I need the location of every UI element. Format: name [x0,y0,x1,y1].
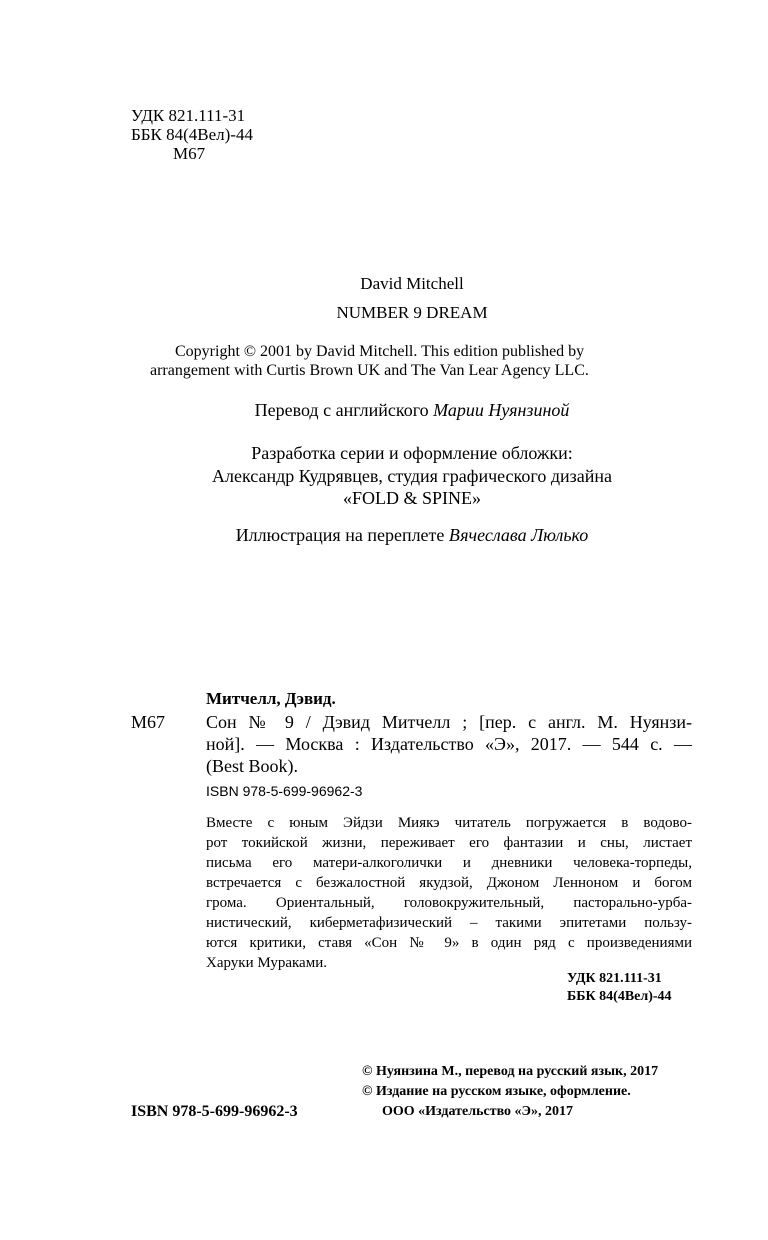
annotation-line: рот токийской жизни, переживает его фантазии и сны, листает [206,835,692,851]
annotation-line: грома. Ориентальный, головокружительный, пасторально-урба- [206,895,692,911]
translation-prefix: Перевод с английского [254,400,434,420]
bibliographic-heading: Митчелл, Дэвид. [206,689,336,708]
copyright-translation: © Нуянзина М., перевод на русский язык, 2017 [362,1064,659,1079]
annotation-line: Вместе с юным Эйдзи Миякэ читатель погружается в водово- [206,815,692,831]
translator-name: Марии Нуянзиной [433,400,570,420]
original-title: NUMBER 9 DREAM [336,303,488,322]
annotation-line: встречается с безжалостной якудзой, Джоном Ленноном и богом [206,875,692,891]
annotation [206,813,692,973]
classification-codes [131,106,253,163]
copyright-edition-line-2: ООО «Издательство «Э», 2017 [382,1104,574,1119]
illustrator-name: Вячеслава Люлько [448,525,589,545]
udk-code: УДК 821.111-31 [131,106,246,125]
footer-isbn: ISBN 978-5-699-96962-3 [131,1103,298,1120]
series-design-line-3: «FOLD & SPINE» [342,488,481,508]
copyright-line-2: arrangement with Curtis Brown UK and The Van Lear Agency LLC. [150,362,589,379]
copyright-edition-line-1: © Издание на русском языке, оформление. [362,1084,631,1099]
illustration-prefix: Иллюстрация на переплете [235,525,449,545]
series-design-line-1: Разработка серии и оформление обложки: [251,443,573,463]
bibliographic-line: (Best Book). [206,756,298,776]
bbk-code: ББК 84(4Вел)-44 [131,125,253,144]
annotation-line: письма его матери-алкоголички и дневники человека-торпеды, [206,855,692,871]
annotation-line: Харуки Мураками. [206,955,327,971]
bibliographic-mark: М67 [131,712,166,732]
bibliographic-line: Сон № 9 / Дэвид Митчелл ; [пер. с англ. М. Нуянзи- [206,712,692,732]
bibliographic-isbn: ISBN 978-5-699-96962-3 [206,783,363,799]
annotation-bbk: ББК 84(4Вел)-44 [567,989,672,1004]
copyright-line-1: Copyright © 2001 by David Mitchell. This edition published by [175,343,585,360]
series-design-line-2: Александр Кудрявцев, студия графического дизайна [212,466,612,486]
bibliographic-description [206,711,692,777]
translation-credit [0,400,768,421]
annotation-line: нистический, киберметафизический – такими эпитетами пользу- [206,915,692,931]
illustration-credit [0,525,768,546]
bibliographic-line: ной]. — Москва : Издательство «Э», 2017. — 544 с. — [206,734,692,754]
annotation-line: ются критики, ставя «Сон № 9» в один ряд с произведениями [206,935,692,951]
annotation-udk: УДК 821.111-31 [567,971,662,986]
author-mark: М67 [173,144,206,163]
original-author: David Mitchell [360,274,464,293]
